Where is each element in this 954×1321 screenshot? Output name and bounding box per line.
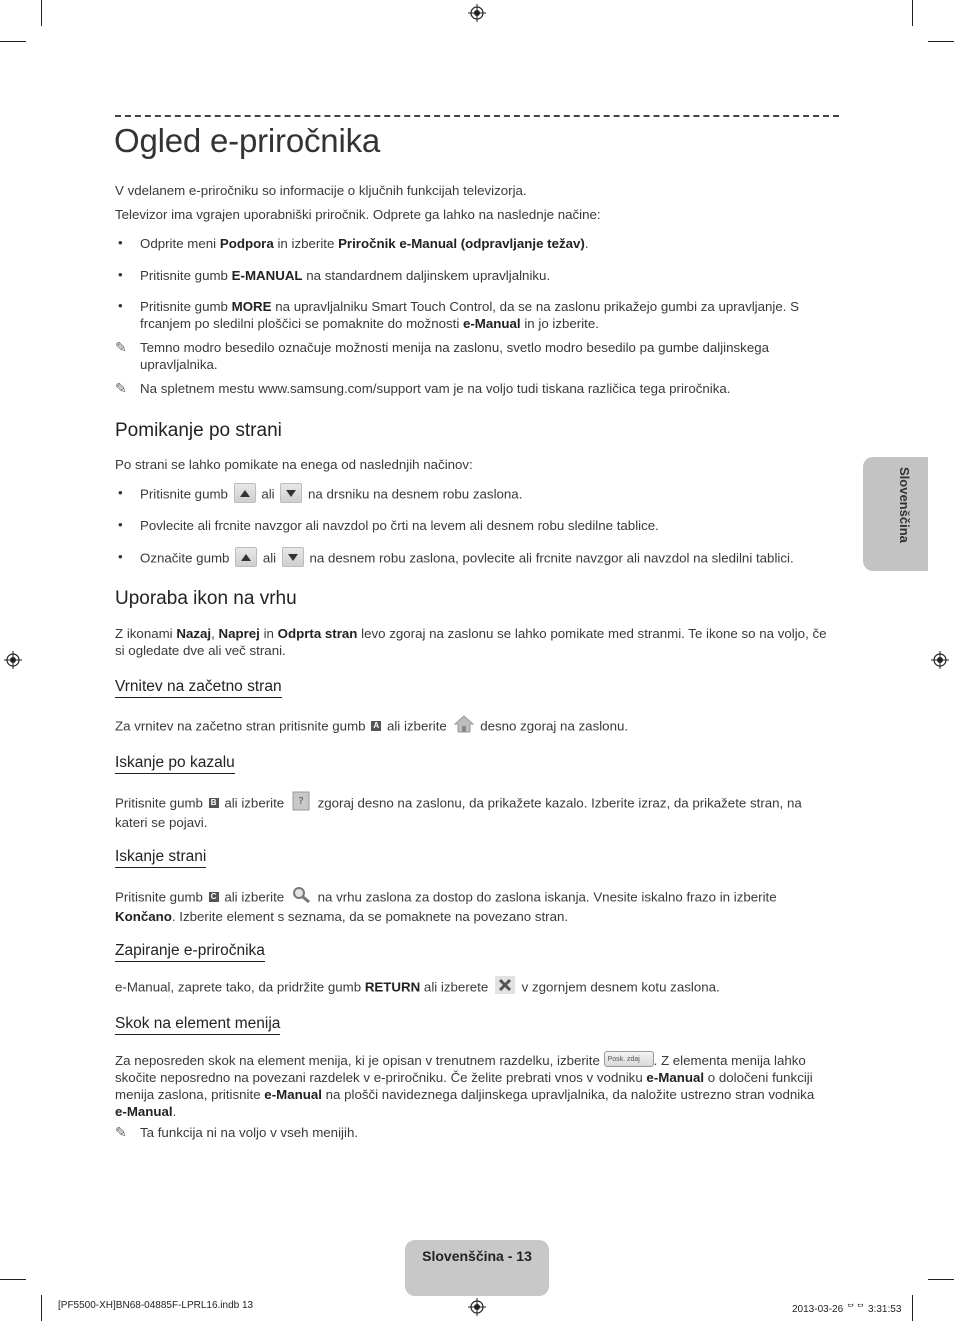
- subsection-heading: Zapiranje e-priročnika: [115, 942, 265, 962]
- list-item: Označite gumb ali na desnem robu zaslona, povlecite ali frcnite navzgor ali navzdol na sledilni tablici.: [140, 549, 830, 569]
- crop-mark: [928, 1279, 954, 1280]
- scroll-up-icon: [235, 547, 257, 567]
- note-pencil-icon: ✎: [115, 380, 127, 396]
- title-rule: [115, 115, 839, 117]
- section-paragraph: Z ikonami Nazaj, Naprej in Odprta stran levo zgoraj na zaslonu se lahko pomikate med stranmi. Te ikone so na voljo, če si ogledate dve ali več strani.: [115, 626, 827, 658]
- note-text: Temno modro besedilo označuje možnosti menija na zaslonu, svetlo modro besedilo pa gumbe daljinskega upravljalnika.: [140, 340, 770, 372]
- key-b-icon: B: [209, 798, 219, 808]
- section-heading: Pomikanje po strani: [115, 420, 282, 441]
- crop-mark: [41, 1295, 42, 1321]
- subsection-heading: Iskanje strani: [115, 848, 206, 868]
- subsection-heading: Iskanje po kazalu: [115, 754, 235, 774]
- scroll-up-icon: [234, 483, 256, 503]
- try-now-button-image: Posk. zdaj: [604, 1051, 654, 1067]
- list-item: Pritisnite gumb ali na drsniku na desnem robu zaslona.: [140, 485, 830, 505]
- page-number-badge: Slovenščina - 13: [405, 1240, 549, 1296]
- registration-mark-icon: [931, 651, 949, 669]
- crop-mark: [0, 1279, 26, 1280]
- subsection-paragraph: e-Manual, zaprete tako, da pridržite gumb RETURN ali izberete v zgornjem desnem kotu zaslona.: [115, 978, 827, 998]
- bullet-marker: •: [118, 298, 123, 313]
- scroll-down-icon: [280, 483, 302, 503]
- note-pencil-icon: ✎: [115, 1124, 127, 1140]
- intro-paragraph: Televizor ima vgrajen uporabniški priročnik. Odprete ga lahko na naslednje načine:: [115, 207, 601, 222]
- subsection-paragraph: Za neposreden skok na element menija, ki je opisan v trenutnem razdelku, izberite Posk. zdaj . Z elementa menija lahko skočite neposredno na povezani razdelek v e-priročniku. Če želite prebrati vnos v vodniku e-Manual o določeni funkciji menija zaslona, pritisnite e-Manual na plošči navideznega daljinskega upravljalnika, da naložite ustrezno stran vodnika e-Manual.: [115, 1053, 815, 1120]
- bullet-marker: •: [118, 267, 123, 282]
- bullet-marker: •: [118, 549, 123, 564]
- subsection-heading: Vrnitev na začetno stran: [115, 678, 282, 698]
- key-a-icon: A: [371, 721, 381, 731]
- crop-mark: [41, 0, 42, 26]
- bullet-marker: •: [118, 485, 123, 500]
- index-icon: [290, 791, 312, 811]
- close-icon: [494, 975, 516, 995]
- crop-mark: [928, 41, 954, 42]
- intro-paragraph: V vdelanem e-priročniku so informacije o ključnih funkcijah televizorja.: [115, 183, 527, 198]
- section-intro: Po strani se lahko pomikate na enega od naslednjih načinov:: [115, 457, 473, 472]
- crop-mark: [0, 41, 26, 42]
- imprint-timestamp: 2013-03-26 ᄆᄆ 3:31:53: [792, 1304, 902, 1315]
- page-title: Ogled e-priročnika: [114, 122, 381, 159]
- scroll-down-icon: [282, 547, 304, 567]
- crop-mark: [912, 1295, 913, 1321]
- note-pencil-icon: ✎: [115, 339, 127, 355]
- registration-mark-icon: [468, 1298, 486, 1316]
- language-side-tab: Slovenščina: [863, 457, 928, 571]
- list-item: Povlecite ali frcnite navzgor ali navzdol po črti na levem ali desnem robu sledilne tablice.: [140, 518, 659, 533]
- subsection-paragraph: Pritisnite gumb B ali izberite ? zgoraj desno na zaslonu, da prikažete kazalo. Izberite izraz, da prikažete stran, na kateri se pojavi.: [115, 794, 827, 831]
- imprint-file: [PF5500-XH]BN68-04885F-LPRL16.indb 13: [58, 1300, 254, 1311]
- bullet-marker: •: [118, 235, 123, 250]
- note-text: Ta funkcija ni na voljo v vseh menijih.: [140, 1125, 359, 1140]
- bullet-marker: •: [118, 517, 123, 532]
- list-item: Odprite meni Podpora in izberite Priročnik e-Manual (odpravljanje težav).: [140, 236, 589, 251]
- subsection-heading: Skok na element menija: [115, 1015, 280, 1035]
- subsection-paragraph: Za vrnitev na začetno stran pritisnite gumb A ali izberite desno zgoraj na zaslonu.: [115, 717, 827, 737]
- note-text: Na spletnem mestu www.samsung.com/support vam je na voljo tudi tiskana različica tega priročnika.: [140, 381, 731, 396]
- svg-text:?: ?: [298, 796, 304, 807]
- subsection-paragraph: Pritisnite gumb C ali izberite na vrhu zaslona za dostop do zaslona iskanja. Vnesite iskalno frazo in izberite Končano. Izberite element s seznama, da se pomaknete na povezano stran.: [115, 888, 827, 925]
- list-item: Pritisnite gumb E-MANUAL na standardnem daljinskem upravljalniku.: [140, 268, 551, 283]
- home-icon: [453, 714, 475, 734]
- registration-mark-icon: [468, 4, 486, 22]
- crop-mark: [912, 0, 913, 26]
- registration-mark-icon: [4, 651, 22, 669]
- search-icon: [290, 885, 312, 905]
- section-heading: Uporaba ikon na vrhu: [115, 588, 297, 609]
- list-item: Pritisnite gumb MORE na upravljalniku Smart Touch Control, da se na zaslonu prikažejo gumbi za upravljanje. S frcanjem po sledilni ploščici se pomaknite do možnosti e-Manual in jo izberite.: [140, 299, 800, 331]
- key-c-icon: C: [209, 892, 219, 902]
